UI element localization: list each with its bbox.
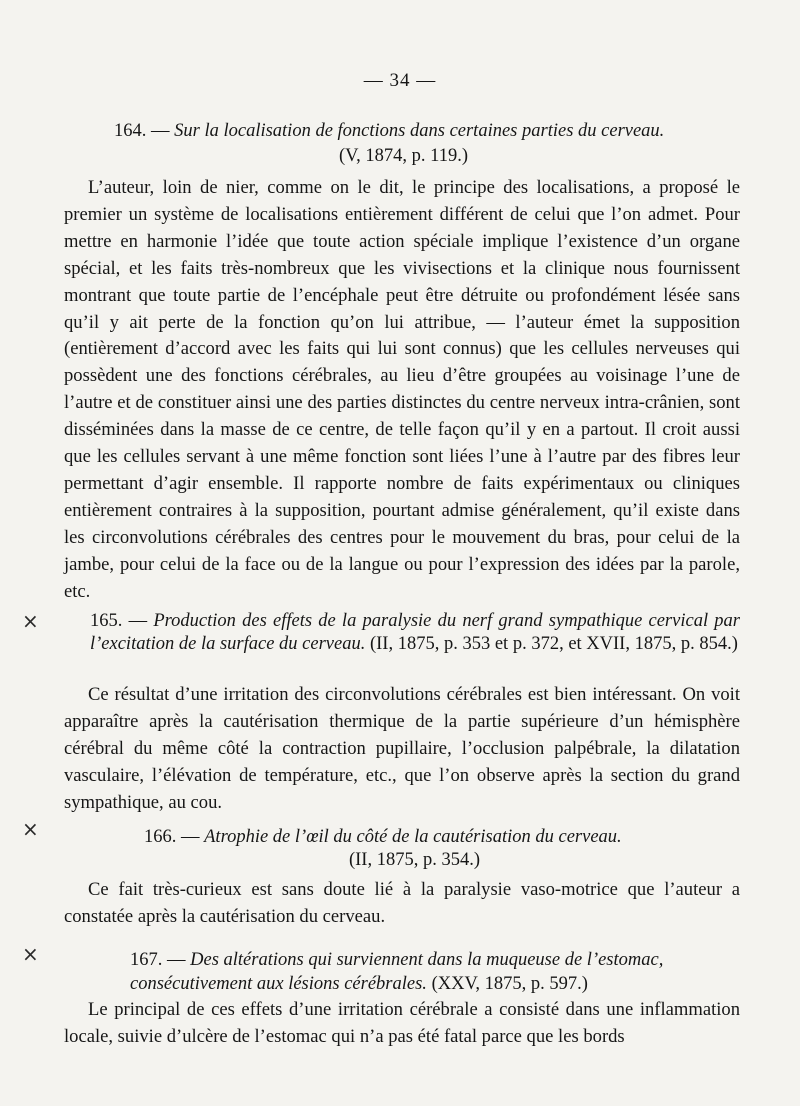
margin-cross-mark: ×	[22, 609, 39, 633]
entry-167-source: (XXV, 1875, p. 597.)	[431, 974, 588, 994]
entry-title: Des altérations qui surviennent dans la muqueuse de l’estomac, consécutivement aux lésions cérébrales.	[130, 950, 664, 994]
entry-title: Production des effets de la paralysie du nerf grand sympathique cervical par l’excitation de la surface du cerveau.	[90, 611, 741, 654]
entry-166-heading	[144, 826, 704, 848]
entry-number: 166.	[144, 827, 177, 847]
entry-title: Sur la localisation de fonctions dans certaines parties du cerveau.	[174, 121, 665, 141]
entry-166-body: Ce fait très-curieux est sans doute lié à la paralysie vaso-motrice que l’auteur a constatée après la cautérisation du cerveau.	[64, 879, 740, 927]
entry-166-source: (II, 1875, p. 354.)	[348, 850, 480, 870]
margin-cross-mark: ×	[22, 942, 39, 966]
entry-167-body: Le principal de ces effets d’une irritation cérébrale a consisté dans une inflammation locale, suivie d’ulcère de l’estomac qui n’a pas été fatal parce que les bords	[64, 999, 740, 1047]
margin-cross-mark: ×	[22, 817, 39, 841]
entry-dash: —	[176, 827, 205, 847]
entry-number: 167.	[130, 950, 163, 970]
entry-number: 165.	[90, 611, 123, 631]
entry-165-heading	[90, 610, 740, 655]
page-number: — 34 —	[363, 70, 437, 91]
entry-164-heading	[114, 120, 754, 142]
entry-dash: —	[146, 121, 175, 141]
entry-165-source: (II, 1875, p. 353 et p. 372, et XVII, 1875, p. 854.)	[369, 633, 738, 654]
entry-dash: —	[122, 611, 154, 631]
entry-165-body: Ce résultat d’une irritation des circonvolutions cérébrales est bien intéressant. On voit apparaître après la cautérisation thermique de la partie supérieure d’un hémisphère cérébral du même côté la contraction pupillaire, l’occlusion palpébrale, la dilatation vasculaire, l’élévation de température, etc., que l’on observe après la section du grand sympathique, au cou.	[64, 684, 740, 813]
entry-dash: —	[162, 950, 191, 970]
entry-167-heading	[130, 948, 690, 996]
entry-164-source: (V, 1874, p. 119.)	[339, 146, 468, 166]
entry-164-body: L’auteur, loin de nier, comme on le dit, le principe des localisations, a proposé le premier un système de localisations entièrement différent de celui que l’on admet. Pour mettre en harmonie l’idée que toute action spéciale implique l’existence d’un organe spécial, et les faits très-nombreux que les vivisections et la clinique nous fournissent montrant que toute partie de l’encéphale peut être détruite ou profondément lésée sans qu’il y ait perte de la fonction qu’on lui attribue, — l’auteur émet la supposition (entièrement d’accord avec les faits qui lui sont connus) que les cellules nerveuses qui possèdent une des fonctions cérébrales, au lieu d’être groupées au voisinage l’une de l’autre et de constituer ainsi une des parties distinctes du centre nerveux intra-crânien, sont disséminées dans la masse de ce centre, de telle façon qu’il y en a partout. Il croit aussi que les cellules servant à une même fonction sont liées l’une à l’autre par des fibres leur permettant d’agir ensemble. Il rapporte nombre de faits expérimentaux ou cliniques entièrement contraires à la supposition, pourtant admise généralement, qu’il existe dans les circonvolutions cérébrales des centres pour le mouvement du bras, pour celui de la jambe, pour celui de la face ou de la langue ou pour l’expression des idées par la parole, etc.	[64, 177, 740, 602]
entry-title: Atrophie de l’œil du côté de la cautérisation du cerveau.	[204, 827, 622, 847]
entry-number: 164.	[114, 121, 147, 141]
